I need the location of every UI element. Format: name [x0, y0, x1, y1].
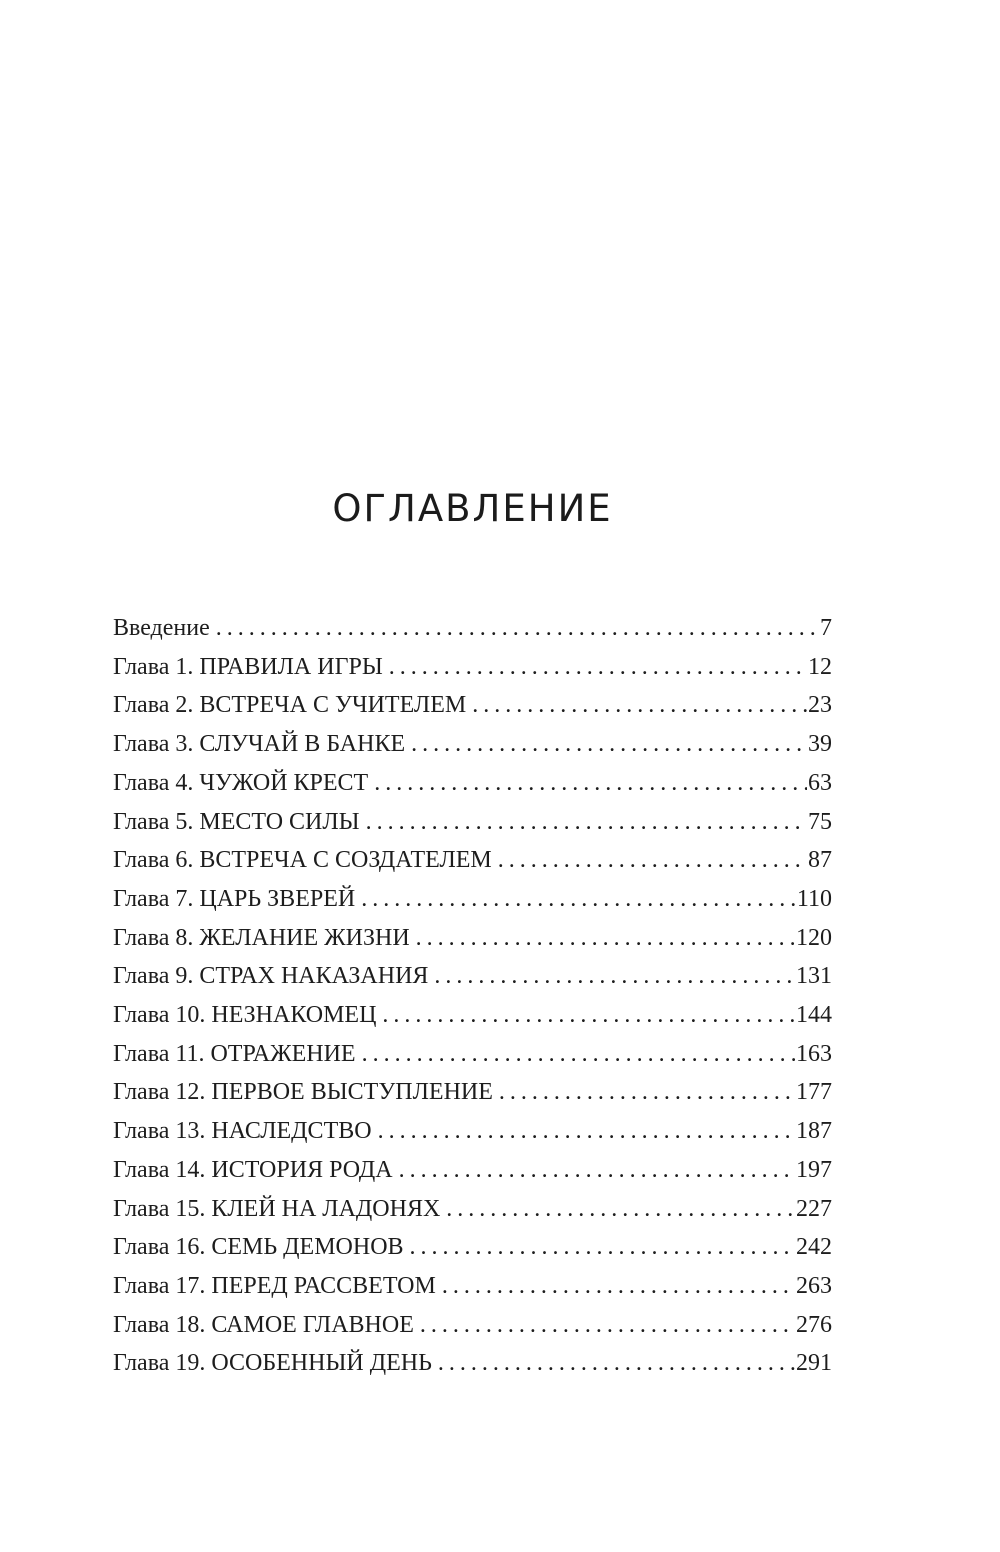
toc-entry	[113, 1190, 832, 1229]
toc-entry-label: Глава 13. НАСЛЕДСТВО	[113, 1118, 372, 1145]
dot-leader	[399, 1151, 795, 1190]
dot-leader	[472, 686, 807, 725]
toc-entry	[113, 1267, 832, 1306]
dot-leader	[366, 803, 807, 842]
toc-entry-page: 12	[808, 653, 832, 680]
dot-leader	[382, 996, 795, 1035]
page-title: ОГЛАВЛЕНИЕ	[332, 487, 613, 530]
toc-entry-label: Глава 8. ЖЕЛАНИЕ ЖИЗНИ	[113, 924, 410, 951]
toc-entry-label: Глава 16. СЕМЬ ДЕМОНОВ	[113, 1234, 404, 1261]
dot-leader	[389, 648, 807, 687]
toc-entry-label: Глава 15. КЛЕЙ НА ЛАДОНЯХ	[113, 1195, 441, 1222]
toc-entry-page: 39	[808, 731, 832, 758]
dot-leader	[410, 1228, 795, 1267]
toc-entry-page: 144	[796, 1002, 832, 1029]
toc-entry-page: 131	[796, 963, 832, 990]
dot-leader	[378, 1112, 795, 1151]
toc-entry-page: 7	[820, 615, 832, 641]
dot-leader	[411, 725, 807, 764]
dot-leader	[420, 1306, 795, 1345]
toc-entry-page: 87	[808, 847, 832, 874]
toc-entry-label: Глава 14. ИСТОРИЯ РОДА	[113, 1156, 393, 1183]
toc-entry-label: Глава 5. МЕСТО СИЛЫ	[113, 808, 360, 835]
toc-entry-page: 23	[808, 692, 832, 719]
toc-entry-label: Глава 17. ПЕРЕД РАССВЕТОМ	[113, 1272, 436, 1299]
toc-entry-label: Глава 12. ПЕРВОЕ ВЫСТУПЛЕНИЕ	[113, 1079, 493, 1106]
toc-entry-page: 276	[796, 1311, 832, 1338]
toc-entry	[113, 1228, 832, 1267]
toc-entry	[113, 1344, 832, 1383]
toc-entry	[113, 841, 832, 880]
toc-entry	[113, 803, 832, 842]
toc-entry	[113, 880, 832, 919]
toc-entry-page: 187	[796, 1118, 832, 1145]
dot-leader	[499, 1073, 795, 1112]
toc-entry	[113, 764, 832, 803]
toc-entry	[113, 919, 832, 958]
toc-entry	[113, 1151, 832, 1190]
toc-entry	[113, 725, 832, 764]
toc-entry-label: Глава 2. ВСТРЕЧА С УЧИТЕЛЕМ	[113, 692, 467, 719]
dot-leader	[442, 1267, 795, 1306]
toc-entry-label: Глава 19. ОСОБЕННЫЙ ДЕНЬ	[113, 1350, 432, 1377]
toc-entry-label: Глава 1. ПРАВИЛА ИГРЫ	[113, 653, 383, 680]
toc-entry-label: Глава 18. САМОЕ ГЛАВНОЕ	[113, 1311, 414, 1338]
toc-entry-page: 120	[796, 924, 832, 951]
toc-entry-page: 263	[796, 1272, 832, 1299]
toc-entry-page: 110	[796, 885, 832, 912]
toc-entry	[113, 996, 832, 1035]
toc-entry	[113, 957, 832, 996]
toc-entry	[113, 1306, 832, 1345]
toc-entry	[113, 609, 832, 648]
dot-leader	[446, 1190, 795, 1229]
dot-leader	[216, 609, 819, 648]
toc-entry-label: Введение	[113, 615, 210, 641]
toc-entry-label: Глава 6. ВСТРЕЧА С СОЗДАТЕЛЕМ	[113, 847, 492, 874]
toc-entry-page: 177	[796, 1079, 832, 1106]
toc-entry-page: 163	[796, 1040, 832, 1067]
toc-entry-page: 63	[808, 769, 832, 796]
toc-entry-page: 291	[796, 1350, 832, 1377]
toc-entry-label: Глава 9. СТРАХ НАКАЗАНИЯ	[113, 963, 429, 990]
dot-leader	[434, 957, 795, 996]
dot-leader	[362, 1035, 795, 1074]
toc-entry-label: Глава 11. ОТРАЖЕНИЕ	[113, 1040, 356, 1067]
toc-entry-label: Глава 3. СЛУЧАЙ В БАНКЕ	[113, 731, 406, 758]
toc-entry-label: Глава 7. ЦАРЬ ЗВЕРЕЙ	[113, 885, 356, 912]
dot-leader	[361, 880, 796, 919]
dot-leader	[438, 1344, 795, 1383]
toc-entry-label: Глава 4. ЧУЖОЙ КРЕСТ	[113, 769, 369, 796]
toc-entry	[113, 1035, 832, 1074]
toc-entry-label: Глава 10. НЕЗНАКОМЕЦ	[113, 1002, 377, 1029]
toc-entry-page: 242	[796, 1234, 832, 1261]
toc-entry-page: 227	[796, 1195, 832, 1222]
toc-entry-page: 197	[796, 1156, 832, 1183]
toc-entry-page: 75	[808, 808, 832, 835]
toc-entry	[113, 686, 832, 725]
dot-leader	[416, 919, 795, 958]
dot-leader	[498, 841, 807, 880]
toc-entry	[113, 1112, 832, 1151]
toc-entry	[113, 1073, 832, 1112]
dot-leader	[374, 764, 807, 803]
table-of-contents	[113, 609, 832, 1383]
toc-entry	[113, 648, 832, 687]
